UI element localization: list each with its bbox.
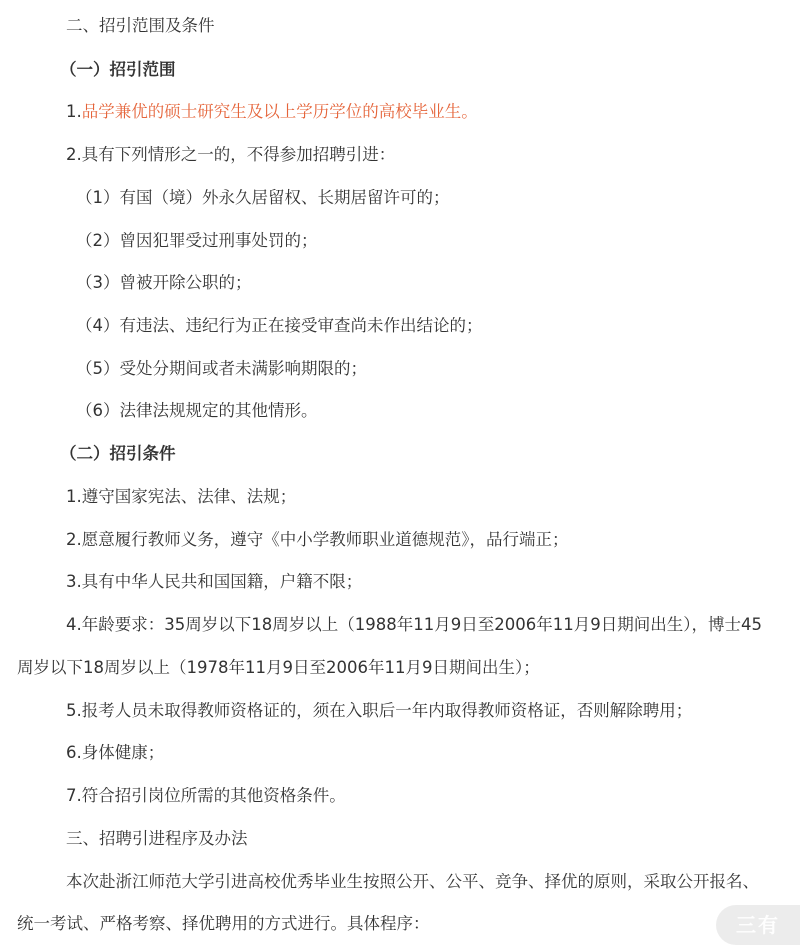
scope-item-1-number: 1. (66, 102, 82, 121)
exclusion-item-1: （1）有国（境）外永久居留权、长期居留许可的； (76, 188, 450, 207)
exclusion-item-4: （4）有违法、违纪行为正在接受审查尚未作出结论的； (76, 316, 483, 335)
condition-item-7: 7.符合招引岗位所需的其他资格条件。 (66, 786, 346, 805)
procedure-paragraph-continued: 统一考试、严格考察、择优聘用的方式进行。具体程序： (17, 914, 430, 933)
exclusion-item-2: （2）曾因犯罪受过刑事处罚的； (76, 231, 318, 250)
condition-item-2: 2.愿意履行教师义务，遵守《中小学教师职业道德规范》，品行端正； (66, 530, 569, 549)
subsection-heading-conditions: （二）招引条件 (60, 444, 176, 463)
section-heading-3: 三、招聘引进程序及办法 (66, 829, 248, 848)
exclusion-item-3: （3）曾被开除公职的； (76, 273, 252, 292)
scope-item-1-highlight: 品学兼优的硕士研究生及以上学历学位的高校毕业生。 (81, 102, 478, 121)
procedure-paragraph: 本次赴浙江师范大学引进高校优秀毕业生按照公开、公平、竞争、择优的原则，采取公开报名、 (66, 872, 759, 891)
watermark-badge: 三有 (716, 905, 800, 945)
subsection-heading-scope: （一）招引范围 (60, 60, 176, 79)
section-heading-2: 二、招引范围及条件 (66, 16, 215, 35)
scope-item-2: 2.具有下列情形之一的，不得参加招聘引进： (66, 145, 396, 164)
condition-item-6: 6.身体健康； (66, 743, 165, 762)
condition-item-1: 1.遵守国家宪法、法律、法规； (66, 487, 297, 506)
condition-item-5: 5.报考人员未取得教师资格证的，须在入职后一年内取得教师资格证，否则解除聘用； (66, 701, 693, 720)
condition-item-4-continued: 周岁以下18周岁以上（1978年11月9日至2006年11月9日期间出生）； (17, 658, 540, 677)
condition-item-4: 4.年龄要求：35周岁以下18周岁以上（1988年11月9日至2006年11月9日期间出生），博士45 (66, 615, 762, 634)
exclusion-item-6: （6）法律法规规定的其他情形。 (76, 401, 318, 420)
scope-item-1 (66, 100, 782, 124)
exclusion-item-5: （5）受处分期间或者未满影响期限的； (76, 359, 367, 378)
condition-item-3: 3.具有中华人民共和国国籍，户籍不限； (66, 572, 363, 591)
